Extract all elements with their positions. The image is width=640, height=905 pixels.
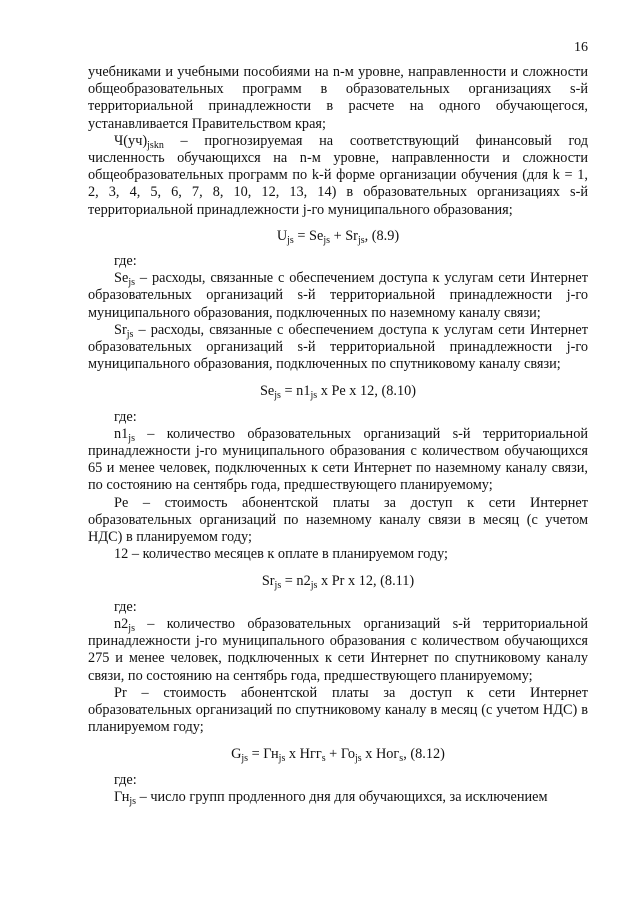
page-content <box>88 64 588 806</box>
formula-8-11 <box>88 573 588 590</box>
formula-number: , (8.12) <box>403 746 445 763</box>
subscript: js <box>129 795 137 807</box>
formula-term: U <box>276 227 288 244</box>
page-number: 16 <box>574 40 588 55</box>
definition-n1 <box>88 426 588 495</box>
subscript: js <box>323 234 331 246</box>
formula-term: x Pe x 12, (8.10) <box>317 383 417 400</box>
symbol-sr: Sr <box>114 321 127 338</box>
formula-term: Se <box>259 383 275 400</box>
subscript: js <box>287 234 294 246</box>
formula-term: x Pr x 12, (8.11) <box>317 573 415 590</box>
definition-text: – количество образовательных организаций s-й территориальной принадлежности j-го муниципального образования с количеством обучающихся 275 и менее человек, подключенных к сети Интернет по спутниковому каналу связи, по состоянию на сентябрь года, предшествующего планируемому; <box>88 615 588 684</box>
definition-text: – число групп продленного дня для обучающихся, за исключением <box>136 788 548 805</box>
formula-term: x Ног <box>361 746 400 763</box>
symbol-ch: Ч(уч) <box>114 132 148 149</box>
where-label: где: <box>114 598 137 615</box>
definition-12: 12 – количество месяцев к оплате в планируемом году; <box>114 546 449 563</box>
formula-term: + Sr <box>330 227 358 244</box>
subscript: js <box>274 580 282 592</box>
where-label: где: <box>114 408 137 425</box>
definition-text: – расходы, связанные с обеспечением доступа к услугам сети Интернет образовательных организаций s-й территориальной принадлежности j-го муниципального образования, подключенных по наземному каналу связи; <box>88 270 588 321</box>
formula-term: = n1 <box>280 383 311 400</box>
formula-term: = n2 <box>281 573 311 590</box>
definition-gn <box>88 789 588 806</box>
definition-se <box>88 270 588 322</box>
subscript: js <box>128 277 135 289</box>
definition-sr <box>88 322 588 374</box>
paragraph-intro: учебниками и учебными пособиями на n-м уровне, направленности и сложности общеобразовательных программ в образовательных организациях s-й территориальной принадлежности в расчете на одного обучающегося, устанавливается Правительством края; <box>88 64 588 132</box>
subscript: js <box>310 580 318 592</box>
subscript: js <box>357 234 365 246</box>
definition-ch <box>88 133 588 219</box>
formula-term: = Se <box>293 227 324 244</box>
subscript: js <box>354 753 362 765</box>
subscript: js <box>128 622 135 634</box>
where-label: где: <box>114 253 137 270</box>
definition-text: – прогнозируемая на соответствующий финансовый год численность обучающихся на n-м уровне, направленности и сложности общеобразовательных программ по k-й форме организации обучения (для k = 1, 2, 3, 4, 5, 6, 7, 8, 10, 12, 13, 14) в образовательных организациях s-й территориальной принадлежности j-го муниципального образования; <box>88 132 588 218</box>
definition-text: – расходы, связанные с обеспечением доступа к услугам сети Интернет образовательных организаций s-й территориальной принадлежности j-го муниципального образования, подключенных по спутниковому каналу связи; <box>88 321 588 373</box>
formula-term: Sr <box>261 573 275 590</box>
subscript: js <box>274 390 281 402</box>
subscript: s <box>399 753 404 765</box>
formula-term: G <box>231 746 242 763</box>
symbol-se: Se <box>114 270 129 287</box>
symbol-n1: n1 <box>114 425 129 442</box>
formula-8-12 <box>88 746 588 763</box>
where-label: где: <box>114 771 137 788</box>
subscript: s <box>321 753 326 765</box>
formula-term: + Го <box>325 746 355 763</box>
formula-term: x Нгг <box>285 746 322 763</box>
subscript: js <box>278 753 286 765</box>
formula-number: , (8.9) <box>364 227 400 244</box>
definition-pe: Pe – стоимость абонентской платы за доступ к сети Интернет образовательных организаций по наземному каналу связи в месяц (с учетом НДС) в планируемом году; <box>88 494 588 546</box>
symbol-gn: Гн <box>114 788 130 805</box>
formula-term: = Гн <box>248 746 279 763</box>
definition-n2 <box>88 616 588 685</box>
subscript: js <box>126 328 134 340</box>
formula-8-9 <box>88 228 588 245</box>
definition-text: – количество образовательных организаций s-й территориальной принадлежности j-го муниципального образования с количеством обучающихся 65 и менее человек, подключенных к сети Интернет по наземному каналу связи, по состоянию на сентябрь года, предшествующего планируемому; <box>88 425 588 494</box>
formula-8-10 <box>88 383 588 400</box>
subscript: js <box>241 753 249 765</box>
subscript: js <box>128 432 135 444</box>
subscript: jskn <box>147 139 164 151</box>
definition-pr: Pr – стоимость абонентской платы за доступ к сети Интернет образовательных организаций по спутниковому каналу в месяц (с учетом НДС) в планируемом году; <box>88 684 588 736</box>
symbol-n2: n2 <box>114 615 129 632</box>
subscript: js <box>310 390 318 402</box>
